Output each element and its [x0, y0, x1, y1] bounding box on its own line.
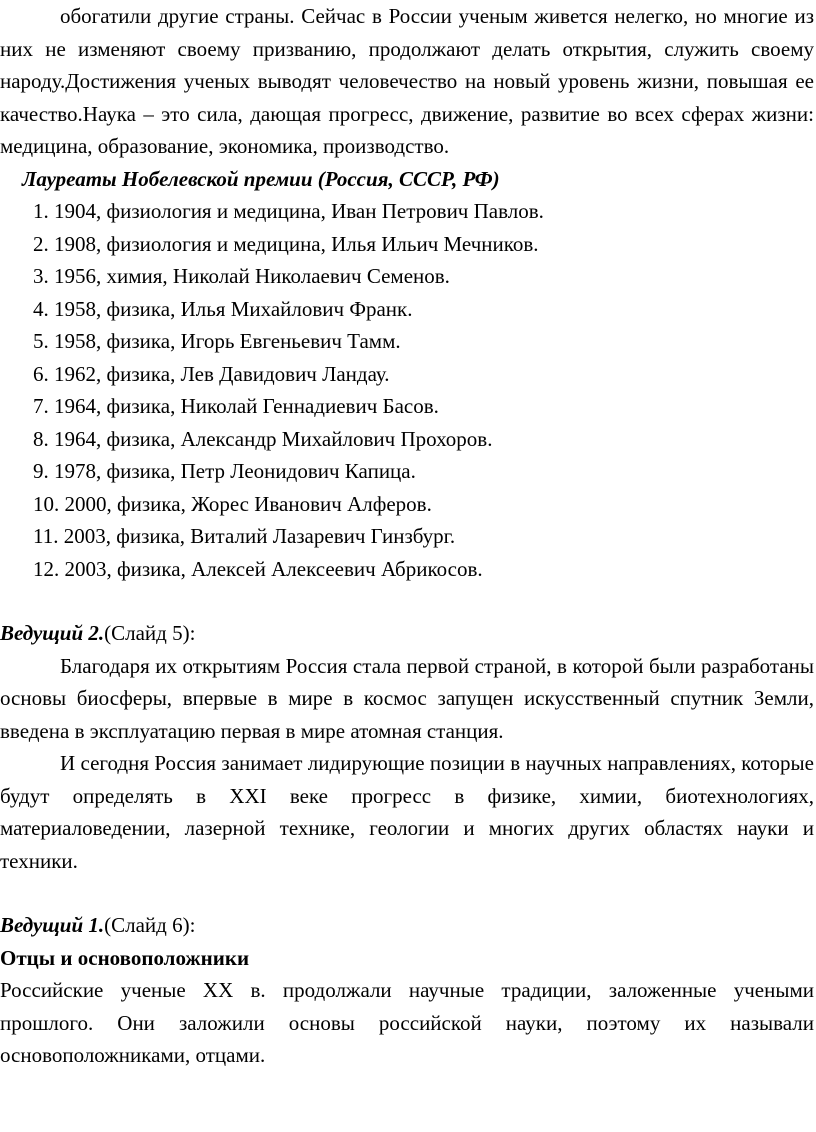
list-item: 12. 2003, физика, Алексей Алексеевич Абрикосов. [33, 556, 483, 581]
spacer [0, 877, 814, 909]
laureates-list [0, 195, 814, 585]
intro-paragraph: обогатили другие страны. Сейчас в России ученым живется нелегко, но многие из них не изменяют своему призванию, продолжают делать открытия, служить своему народу.Достижения ученых выводят человечество на новый уровень жизни, повышая ее качество.Наука – это сила, дающая прогресс, движение, развитие во всех сферах жизни: медицина, образование, экономика, производство. [0, 4, 814, 158]
section2-paragraph-1: Благодаря их открытиям Россия стала первой страной, в которой были разработаны основы биосферы, впервые в мире в космос запущен искусственный спутник Земли, введена в эксплуатацию первая в мире атомная станция. [0, 653, 814, 743]
list-item: 7. 1964, физика, Николай Геннадиевич Басов. [33, 394, 439, 418]
list-item: 10. 2000, физика, Жорес Иванович Алферов. [33, 491, 432, 516]
speaker-name: Ведущий 2. [0, 621, 105, 645]
laureates-heading: Лауреаты Нобелевской премии (Россия, СССР, РФ) [22, 166, 500, 191]
list-item: 1. 1904, физиология и медицина, Иван Петрович Павлов. [33, 199, 544, 223]
speaker-line-1 [0, 909, 814, 942]
speaker-name: Ведущий 1. [0, 913, 105, 937]
list-item: 6. 1962, физика, Лев Давидович Ландау. [33, 361, 390, 386]
list-item: 4. 1958, физика, Илья Михайлович Франк. [33, 296, 413, 321]
speaker-line-2 [0, 617, 814, 650]
section2-paragraph-2: И сегодня Россия занимает лидирующие позиции в научных направлениях, которые будут определять в XXI веке прогресс в физике, химии, биотехнологиях, материаловедении, лазерной технике, геологии и многих других областях науки и техники. [0, 751, 814, 873]
slide-reference: (Слайд 5): [104, 621, 196, 645]
section-heading: Отцы и основоположники [0, 945, 250, 970]
spacer [0, 585, 814, 617]
list-item: 8. 1964, физика, Александр Михайлович Прохоров. [33, 426, 493, 451]
slide-reference: (Слайд 6): [104, 913, 196, 937]
list-item: 11. 2003, физика, Виталий Лазаревич Гинзбург. [33, 524, 456, 548]
list-item: 3. 1956, химия, Николай Николаевич Семенов. [33, 264, 450, 288]
section3-paragraph: Российские ученые XX в. продолжали научные традиции, заложенные учеными прошлого. Они заложили основы российской науки, поэтому их называли основоположниками, отцами. [0, 978, 814, 1067]
list-item: 2. 1908, физиология и медицина, Илья Ильич Мечников. [33, 231, 539, 256]
list-item: 9. 1978, физика, Петр Леонидович Капица. [33, 459, 416, 483]
list-item: 5. 1958, физика, Игорь Евгеньевич Тамм. [33, 329, 401, 353]
